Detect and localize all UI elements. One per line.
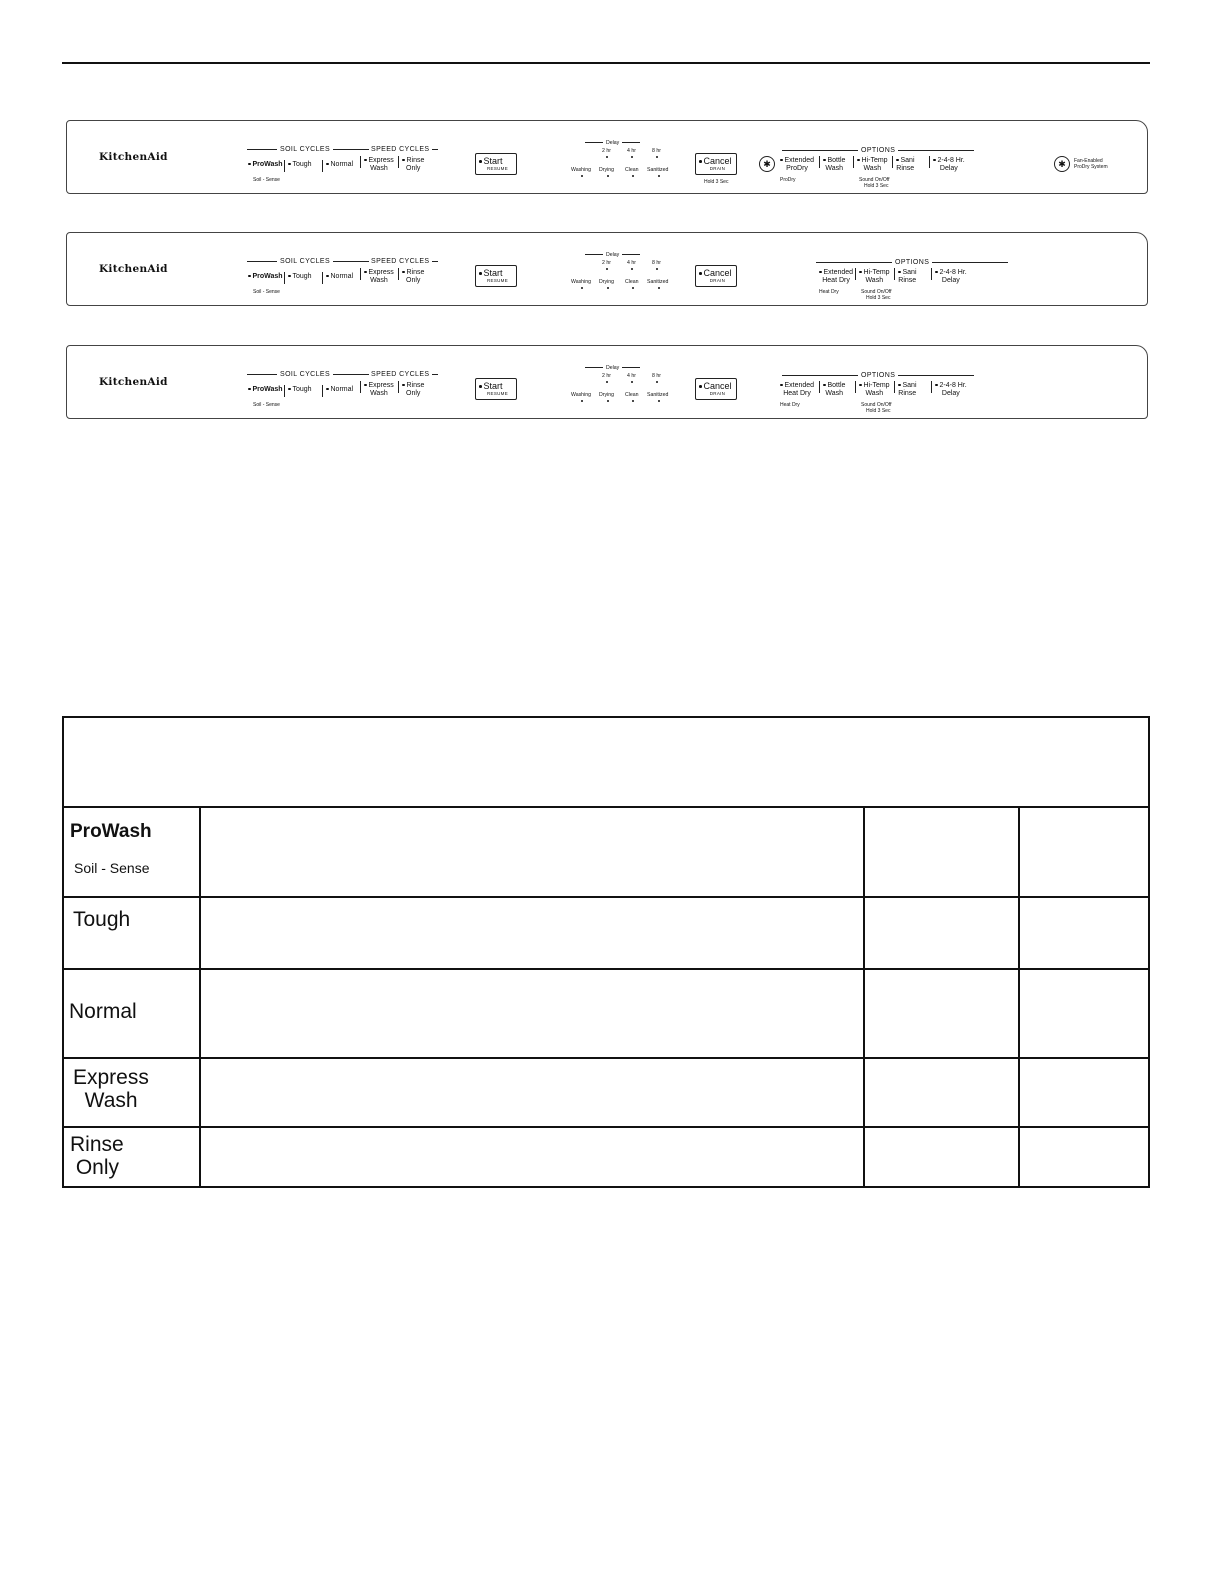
extended-prodry-button[interactable]: Extended ProDry <box>780 157 814 172</box>
indicator-light <box>607 175 609 177</box>
status-clean: Clean <box>625 392 639 398</box>
sani-rinse-button[interactable]: Sani Rinse <box>896 157 915 172</box>
sound-hold-label: Hold 3 Sec <box>866 408 891 414</box>
delay-4hr: 4 hr <box>627 260 636 266</box>
header-rule <box>62 62 1150 64</box>
status-sanitized: Sanitized <box>647 279 668 285</box>
indicator-light <box>581 175 583 177</box>
sani-rinse-button[interactable]: Sani Rinse <box>898 269 917 284</box>
control-panel-heat-dry <box>66 232 1148 306</box>
indicator-light <box>581 287 583 289</box>
status-clean: Clean <box>625 279 639 285</box>
indicator-light <box>632 400 634 402</box>
cycle-name: Normal <box>69 1000 137 1023</box>
cycle-name: Express Wash <box>73 1066 149 1112</box>
cancel-button[interactable]: Cancel DRAIN <box>695 265 737 287</box>
indicator-light <box>607 287 609 289</box>
indicator-light <box>631 381 633 383</box>
indicator-light <box>581 400 583 402</box>
status-sanitized: Sanitized <box>647 392 668 398</box>
fan-system-label: Fan-Enabled ProDry System <box>1074 158 1108 170</box>
bottle-wash-button[interactable]: Bottle Wash <box>823 157 845 172</box>
heat-dry-indicator: Heat Dry <box>819 289 839 295</box>
cycle-name: ProWash <box>70 821 152 842</box>
delay-heading: Delay <box>582 252 643 258</box>
sound-toggle-label: Sound On/Off <box>859 177 890 183</box>
normal-button[interactable]: Normal <box>326 273 353 281</box>
status-washing: Washing <box>571 392 591 398</box>
indicator-light <box>658 287 660 289</box>
cycle-name: Tough <box>73 908 131 931</box>
sound-toggle-label: Sound On/Off <box>861 289 892 295</box>
delay-2hr: 2 hr <box>602 373 611 379</box>
hi-temp-wash-button[interactable]: Hi-Temp Wash <box>859 269 890 284</box>
table-row <box>64 806 1148 896</box>
soil-sense-label: Soil - Sense <box>253 289 280 295</box>
status-drying: Drying <box>599 167 614 173</box>
table-row <box>64 1126 1148 1186</box>
status-washing: Washing <box>571 279 591 285</box>
indicator-light <box>631 268 633 270</box>
soil-cycles-heading: SOIL CYCLES <box>247 371 363 378</box>
sani-rinse-button[interactable]: Sani Rinse <box>898 382 917 397</box>
delay-2hr: 2 hr <box>602 260 611 266</box>
prowash-button[interactable]: ProWash <box>248 273 283 281</box>
delay-4hr: 4 hr <box>627 148 636 154</box>
rinse-only-button[interactable]: Rinse Only <box>402 157 424 172</box>
prodry-indicator: ProDry <box>780 177 796 183</box>
table-row <box>64 896 1148 968</box>
indicator-light <box>606 156 608 158</box>
cancel-button[interactable]: Cancel DRAIN <box>695 378 737 400</box>
soil-sense-label: Soil - Sense <box>253 177 280 183</box>
start-button[interactable]: Start RESUME <box>475 153 517 175</box>
indicator-light <box>632 287 634 289</box>
hi-temp-wash-button[interactable]: Hi-Temp Wash <box>857 157 888 172</box>
fan-icon: ✱ <box>1054 156 1070 172</box>
table-row <box>64 968 1148 1057</box>
indicator-light <box>631 156 633 158</box>
normal-button[interactable]: Normal <box>326 386 353 394</box>
indicator-light <box>656 268 658 270</box>
speed-cycles-heading: SPEED CYCLES <box>363 258 438 265</box>
bottle-wash-button[interactable]: Bottle Wash <box>823 382 845 397</box>
heat-dry-indicator: Heat Dry <box>780 402 800 408</box>
delay-option-button[interactable]: 2-4-8 Hr. Delay <box>933 157 965 172</box>
table-row <box>64 1057 1148 1126</box>
cycle-name: Rinse Only <box>70 1133 124 1179</box>
express-wash-button[interactable]: Express Wash <box>364 382 394 397</box>
indicator-light <box>656 381 658 383</box>
indicator-light <box>606 381 608 383</box>
brand-logo: KitchenAid <box>99 376 168 388</box>
speed-cycles-heading: SPEED CYCLES <box>363 146 438 153</box>
hold-3-sec-label: Hold 3 Sec <box>704 179 729 185</box>
status-clean: Clean <box>625 167 639 173</box>
start-button[interactable]: Start RESUME <box>475 265 517 287</box>
status-sanitized: Sanitized <box>647 167 668 173</box>
tough-button[interactable]: Tough <box>288 273 312 281</box>
brand-logo: KitchenAid <box>99 263 168 275</box>
status-washing: Washing <box>571 167 591 173</box>
sound-hold-label: Hold 3 Sec <box>864 183 889 189</box>
indicator-light <box>656 156 658 158</box>
cancel-button[interactable]: Cancel DRAIN <box>695 153 737 175</box>
status-drying: Drying <box>599 392 614 398</box>
cycle-table <box>62 716 1150 1188</box>
prowash-button[interactable]: ProWash <box>248 161 283 169</box>
control-panel-prodry-fan <box>66 120 1148 194</box>
delay-option-button[interactable]: 2-4-8 Hr. Delay <box>935 269 967 284</box>
status-drying: Drying <box>599 279 614 285</box>
brand-logo: KitchenAid <box>99 151 168 163</box>
normal-button[interactable]: Normal <box>326 161 353 169</box>
delay-heading: Delay <box>582 365 643 371</box>
options-heading: OPTIONS <box>779 147 977 154</box>
tough-button[interactable]: Tough <box>288 386 312 394</box>
rinse-only-button[interactable]: Rinse Only <box>402 269 424 284</box>
delay-heading: Delay <box>582 140 643 146</box>
delay-option-button[interactable]: 2-4-8 Hr. Delay <box>935 382 967 397</box>
tough-button[interactable]: Tough <box>288 161 312 169</box>
soil-sense-label: Soil - Sense <box>253 402 280 408</box>
delay-8hr: 8 hr <box>652 373 661 379</box>
delay-8hr: 8 hr <box>652 148 661 154</box>
indicator-light <box>606 268 608 270</box>
delay-8hr: 8 hr <box>652 260 661 266</box>
soil-cycles-heading: SOIL CYCLES <box>247 146 363 153</box>
control-panel-bottle-wash <box>66 345 1148 419</box>
delay-4hr: 4 hr <box>627 373 636 379</box>
rinse-only-button[interactable]: Rinse Only <box>402 382 424 397</box>
indicator-light <box>658 175 660 177</box>
start-button[interactable]: Start RESUME <box>475 378 517 400</box>
express-wash-button[interactable]: Express Wash <box>364 269 394 284</box>
options-heading: OPTIONS <box>779 372 977 379</box>
hi-temp-wash-button[interactable]: Hi-Temp Wash <box>859 382 890 397</box>
prowash-button[interactable]: ProWash <box>248 386 283 394</box>
indicator-light <box>607 400 609 402</box>
sound-toggle-label: Sound On/Off <box>861 402 892 408</box>
express-wash-button[interactable]: Express Wash <box>364 157 394 172</box>
extended-heat-dry-button[interactable]: Extended Heat Dry <box>780 382 814 397</box>
fan-icon: ✱ <box>759 156 775 172</box>
cycle-subname: Soil - Sense <box>74 860 150 876</box>
sound-hold-label: Hold 3 Sec <box>866 295 891 301</box>
speed-cycles-heading: SPEED CYCLES <box>363 371 438 378</box>
soil-cycles-heading: SOIL CYCLES <box>247 258 363 265</box>
delay-2hr: 2 hr <box>602 148 611 154</box>
indicator-light <box>658 400 660 402</box>
options-heading: OPTIONS <box>813 259 1011 266</box>
extended-heat-dry-button[interactable]: Extended Heat Dry <box>819 269 853 284</box>
indicator-light <box>632 175 634 177</box>
